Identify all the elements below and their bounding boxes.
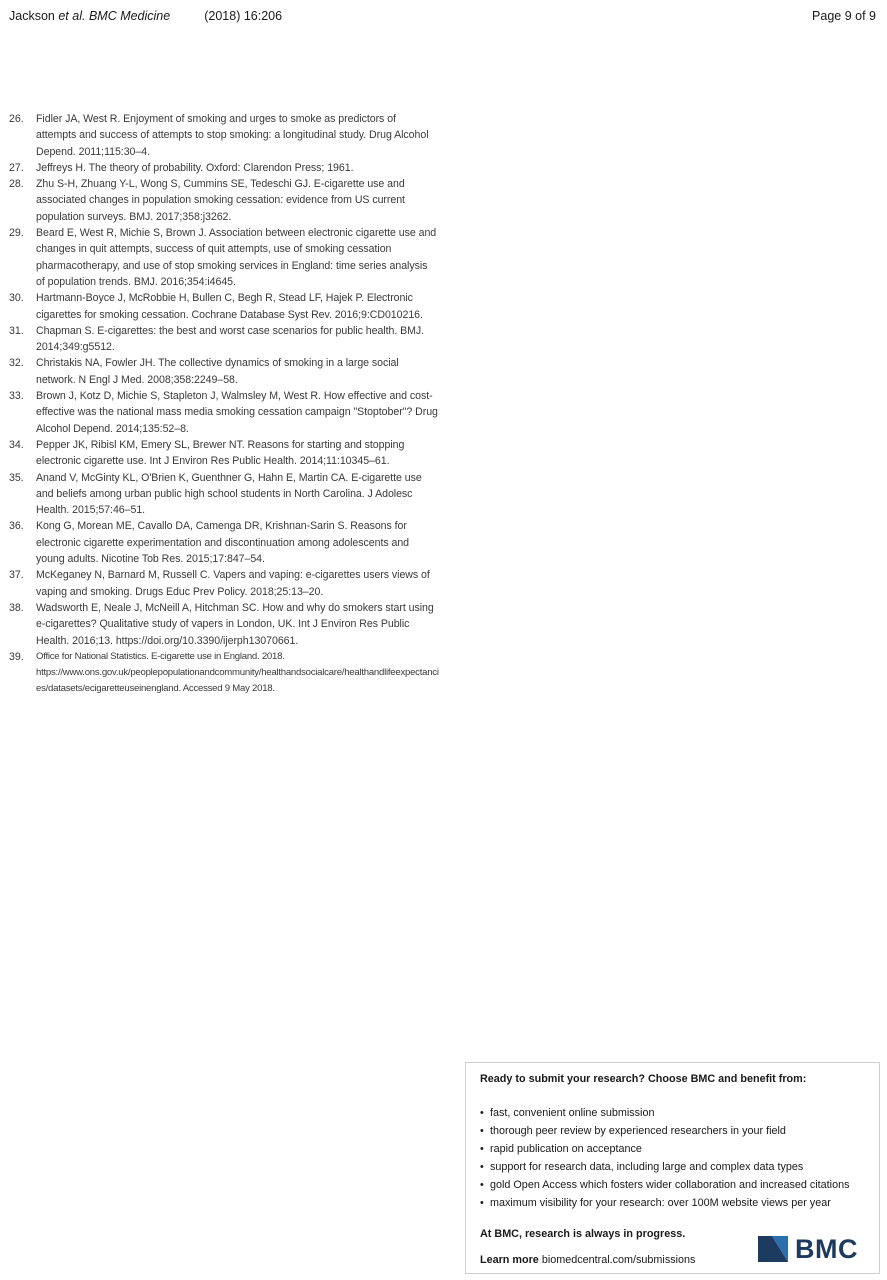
bullet-icon: • bbox=[480, 1107, 484, 1119]
bullet-icon: • bbox=[480, 1179, 484, 1191]
benefit-item bbox=[480, 1104, 850, 1122]
reference-text: Fidler JA, West R. Enjoyment of smoking and urges to smoke as predictors of attempts and success of attempts to stop smoking: a longitudinal study. Drug Alcohol Depend. 2011;115:30–4. bbox=[36, 113, 429, 158]
reference-text: Zhu S-H, Zhuang Y-L, Wong S, Cummins SE, Tedeschi GJ. E-cigarette use and associated changes in population smoking cessation: evidence from US current population surveys. BMJ. 2017;358:j3262. bbox=[36, 178, 405, 223]
reference-number: 37. bbox=[9, 569, 24, 582]
reference-text: Anand V, McGinty KL, O'Brien K, Guenthner G, Hahn E, Martin CA. E-cigarette use and beliefs among urban public high school students in North Carolina. J Adolesc Health. 2015;57:46–51. bbox=[36, 471, 422, 517]
reference-item bbox=[9, 388, 439, 437]
ad-title: Ready to submit your research? Choose BMC and benefit from: bbox=[480, 1073, 807, 1085]
reference-text: Beard E, West R, Michie S, Brown J. Association between electronic cigarette use and changes in quit attempts, success of quit attempts, use of smoking cessation pharmacotherapy, and use of stop smoking services in England: time series analysis of population trends. BMJ. 2016;354:i4645. bbox=[36, 227, 437, 288]
benefit-item bbox=[480, 1140, 850, 1158]
header-authors: Jackson bbox=[9, 9, 55, 23]
learn-more-label: Learn more bbox=[480, 1254, 539, 1266]
benefit-text: thorough peer review by experienced researchers in your field bbox=[490, 1125, 786, 1137]
reference-number: 27. bbox=[9, 161, 24, 174]
benefit-text: maximum visibility for your research: over 100M website views per year bbox=[490, 1197, 831, 1209]
reference-item bbox=[9, 470, 439, 519]
reference-number: 36. bbox=[9, 520, 24, 533]
reference-number: 28. bbox=[9, 178, 24, 191]
reference-item bbox=[9, 600, 439, 649]
ad-learn-more bbox=[480, 1254, 695, 1266]
bullet-icon: • bbox=[480, 1143, 484, 1155]
benefit-item bbox=[480, 1176, 850, 1194]
reference-number: 39. bbox=[9, 650, 24, 663]
benefit-text: fast, convenient online submission bbox=[490, 1107, 655, 1119]
benefit-item bbox=[480, 1122, 850, 1140]
reference-number: 38. bbox=[9, 601, 24, 614]
page-header bbox=[9, 9, 876, 27]
reference-text: Chapman S. E-cigarettes: the best and worst case scenarios for public health. BMJ. 2014;349:g5512. bbox=[36, 324, 425, 354]
bullet-icon: • bbox=[480, 1161, 484, 1173]
benefit-item bbox=[480, 1194, 850, 1212]
reference-item bbox=[9, 355, 439, 388]
reference-item bbox=[9, 323, 439, 356]
reference-text: Wadsworth E, Neale J, McNeill A, Hitchman SC. How and why do smokers start using e-cigarettes? Qualitative study of vapers in London, UK. Int J Environ Res Public Health. 2016;13. https://doi.org/10.3390/ijerph13070661. bbox=[36, 601, 434, 647]
reference-number: 34. bbox=[9, 438, 24, 451]
reference-text: Office for National Statistics. E-cigarette use in England. 2018. https://www.ons.gov.uk/peoplepopulationandcommunity/healthandsocialcare/healthandlifeexpectancies/datasets/ecigaretteuseinengland. Accessed 9 May 2018. bbox=[36, 650, 439, 695]
reference-text: Christakis NA, Fowler JH. The collective dynamics of smoking in a large social network. N Engl J Med. 2008;358:2249–58. bbox=[36, 357, 399, 386]
bmc-logo-icon bbox=[758, 1236, 788, 1262]
header-etal: et al. bbox=[58, 9, 86, 23]
reference-item bbox=[9, 290, 439, 323]
benefit-text: gold Open Access which fosters wider collaboration and increased citations bbox=[490, 1179, 850, 1191]
bullet-icon: • bbox=[480, 1197, 484, 1209]
benefit-item bbox=[480, 1158, 850, 1176]
ad-tagline: At BMC, research is always in progress. bbox=[480, 1228, 686, 1240]
bmc-submission-box bbox=[465, 1062, 880, 1274]
reference-number: 29. bbox=[9, 227, 24, 240]
reference-number: 31. bbox=[9, 324, 24, 337]
reference-item bbox=[9, 649, 439, 698]
reference-number: 32. bbox=[9, 357, 24, 370]
reference-text: Hartmann-Boyce J, McRobbie H, Bullen C, Begh R, Stead LF, Hajek P. Electronic cigarettes for smoking cessation. Cochrane Database Syst Rev. 2016;9:CD010216. bbox=[36, 292, 423, 321]
reference-item bbox=[9, 160, 439, 176]
reference-item bbox=[9, 225, 439, 290]
reference-text: Jeffreys H. The theory of probability. Oxford: Clarendon Press; 1961. bbox=[36, 161, 354, 174]
reference-item bbox=[9, 111, 439, 160]
running-citation bbox=[9, 9, 282, 23]
reference-text: Kong G, Morean ME, Cavallo DA, Camenga DR, Krishnan-Sarin S. Reasons for electronic cigarette experimentation and discontinuation among adolescents and young adults. Nicotine Tob Res. 2015;17:847–54. bbox=[36, 520, 410, 566]
reference-item bbox=[9, 176, 439, 225]
reference-number: 33. bbox=[9, 390, 24, 403]
page-number: Page 9 of 9 bbox=[812, 9, 876, 23]
reference-number: 26. bbox=[9, 113, 24, 125]
reference-text: McKeganey N, Barnard M, Russell C. Vapers and vaping: e-cigarettes users views of vaping and smoking. Drugs Educ Prev Policy. 2018;25:13–20. bbox=[36, 569, 430, 598]
benefit-text: rapid publication on acceptance bbox=[490, 1143, 642, 1155]
header-journal: BMC Medicine bbox=[88, 9, 171, 23]
benefit-text: support for research data, including large and complex data types bbox=[490, 1161, 804, 1173]
header-citation: (2018) 16:206 bbox=[204, 9, 283, 23]
reference-number: 30. bbox=[9, 292, 24, 305]
reference-item bbox=[9, 518, 439, 567]
learn-more-link[interactable]: biomedcentral.com/submissions bbox=[541, 1254, 696, 1266]
reference-text: Pepper JK, Ribisl KM, Emery SL, Brewer NT. Reasons for starting and stopping electronic cigarette use. Int J Environ Res Public Health. 2014;11:10345–61. bbox=[36, 438, 405, 468]
bmc-logo-text: BMC bbox=[795, 1234, 858, 1264]
reference-number: 35. bbox=[9, 471, 24, 484]
bmc-logo bbox=[758, 1236, 858, 1262]
reference-text: Brown J, Kotz D, Michie S, Stapleton J, Walmsley M, West R. How effective and cost-effective was the national mass media smoking cessation campaign "Stoptober"? Drug Alcohol Depend. 2014;135:52–8. bbox=[36, 390, 438, 435]
reference-list bbox=[9, 111, 439, 698]
reference-item bbox=[9, 437, 439, 470]
reference-item bbox=[9, 567, 439, 600]
ad-benefit-list bbox=[480, 1104, 850, 1212]
bullet-icon: • bbox=[480, 1125, 484, 1137]
